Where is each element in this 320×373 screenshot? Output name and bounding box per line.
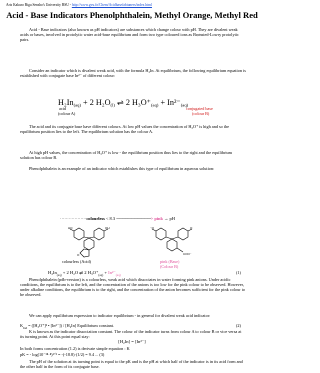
paragraph-ph-turning-point: The pH of the solution at its turning point is equal to the pK and is the pH at which half of the indicator is in its acid form and the other half in the form of its conjugate base.	[20, 359, 243, 370]
page-header	[6, 3, 152, 7]
ka-subscript: Ind	[23, 325, 28, 330]
eq1-base-state: (aq)	[180, 102, 189, 108]
derivation-line: In both forms concentration (1.2) is derivate simple equation : K	[20, 346, 130, 351]
acid-oh-right-label: OH	[105, 226, 110, 230]
equilibrium-equation	[58, 97, 248, 117]
eq1-label-colour-b: (colour B)	[192, 110, 210, 116]
phenolphthalein-equation	[48, 270, 121, 277]
header-link[interactable]: http://www.gvu.fo/Chem/Acidbasefabtuners/index.html	[71, 3, 152, 7]
eq1-hydronium-state: (aq)	[151, 102, 159, 108]
paragraph-turning-point: K is known as the indicator dissociation constant. The colour of the indicator turns from colour A to colour B or vice versa at its turning point. At this point equal stay:	[20, 329, 242, 340]
eq1-base: In²⁻	[167, 98, 181, 107]
eq2-acid-state: (aq)	[56, 272, 62, 277]
phenolphthalein-base-structure	[150, 225, 196, 259]
base-carboxylate-label: COO⁻	[183, 252, 192, 256]
acid-ring-left	[74, 228, 84, 240]
eq1-plus: +	[158, 98, 168, 107]
paragraph-equilibrium-expression: We can apply equilibrium expression to indicator equilibrium - in general for divalent weak acid indicator:	[29, 313, 211, 318]
base-colour-label: (Colour B)	[160, 264, 179, 269]
eq1-acid-state: (aq)	[73, 102, 81, 108]
paragraph-h2in: Consider an indicator which is divalent weak acid, with the formula H₂In. At equilibrium, the following equilibrium equation is established with conjugate base In²⁻ of different colour:	[20, 68, 246, 79]
eq2-plus: +	[103, 270, 109, 275]
eq1-water: + 2 H₂O	[81, 98, 111, 107]
paragraph-intro: Acid - Base indicators (also known as pH indicators) are substances which change colour with pH. They are divalent weak acids or bases, involved in protolytic water acid-base equilibrium and form two type coloured ions as Brønsted-Lowry protolytic pairs.	[20, 27, 239, 43]
equation-number-2: (2)	[236, 323, 241, 328]
eq1-label-conjugated-base: conjugated base	[186, 106, 213, 111]
eq1-arrow: ⇌	[114, 98, 126, 107]
base-ring-center	[167, 239, 177, 251]
turning-point-formula: [H₂In] = [In²⁻]	[118, 339, 146, 344]
base-ring-right	[178, 228, 188, 240]
eq2-base: In²⁻	[108, 270, 116, 275]
eq2-hydronium-state: (aq)	[98, 272, 104, 277]
turning-point-equality	[112, 339, 152, 345]
pk-calculation: pK = - log(10⁻¹⁸·⁸)¹ᐟ² = -(-18.8)·(1/2) = 9.4 ... (3)	[20, 352, 105, 357]
phenolphthalein-acid-structure	[68, 225, 110, 259]
ka-formula: = ([H₃O⁺]² • [In²⁻]) / [H₂In] Equilibrium constant.	[27, 323, 115, 328]
paragraph-phenolphthalein: Phenolphthalein is an example of an indicator which establishes this type of equilibrium in aqueous solution:	[29, 166, 215, 171]
scale-dashes: ------------------------------------	[116, 216, 151, 221]
paragraph-high-ph: At high pH values, the concentration of H₃O⁺ is low - the equilibrium position thus lies to the right and the equilibrium solution has colour B.	[20, 150, 232, 161]
eq2-base-state: (aq)	[115, 272, 121, 277]
base-oxide-left-label: ⁻O	[150, 226, 154, 230]
scale-ph-arrow: → pH	[162, 216, 175, 221]
base-oxide-right-label: O	[190, 226, 193, 230]
eq1-water-state: (l)	[110, 102, 115, 108]
acid-form-label: colourless (Acid)	[62, 259, 91, 264]
eq1-label-colour-a: (colour A)	[58, 110, 76, 116]
eq1-hydronium: 2 H₃O⁺	[125, 98, 152, 107]
eq1-acid: H₂In	[58, 98, 74, 107]
ph-colour-scale	[60, 216, 175, 221]
paragraph-low-ph: The acid and its conjugate base have different colours. At low pH values the concentration of H₃O⁺ is high and so the equilibrium position lies to the left. The equilibrium solution has the colour A.	[20, 124, 230, 135]
scale-pink: > pink	[150, 216, 163, 221]
base-ring-left	[156, 228, 166, 240]
scale-colourless: colourless	[86, 216, 105, 221]
header-text: Arts Kakuro Biga Sensho's University BSU -	[6, 3, 72, 7]
acid-oh-left-label: HO	[68, 226, 73, 230]
base-form-label: pink (Base)	[160, 259, 180, 264]
paragraph-phenolphthalein-behaviour: Phenolphthalein (pdb-version) is a colourless, weak acid which dissociates in water forming pink anions. Under acidic conditions, the equilibrium is to the left, and the concentration of the anions is too low for the pink colour to be observed. However, under alkaline conditions, the equilibrium is to the right, and the concentration of the anion becomes sufficient for the pink colour to be observed.	[20, 277, 245, 298]
acid-lactone-ring	[80, 249, 89, 257]
scale-threshold: < 8.3	[104, 216, 117, 221]
equation-number-1: (1)	[236, 270, 241, 275]
ka-symbol: K	[20, 323, 24, 328]
eq2-middle: + 2 H₂O ⇌ 2 H₃O⁺	[61, 270, 99, 275]
acid-oxygen-label: O	[77, 253, 80, 257]
scale-dots: ··················	[60, 216, 87, 221]
eq1-label-acid: acid	[59, 106, 66, 111]
acid-ring-right	[94, 228, 104, 240]
page-title: Acid - Base Indicators Phenolphthalein, Methyl Orange, Methyl Red	[6, 10, 258, 20]
acid-ring-center	[84, 238, 94, 250]
eq2-acid: H₂In	[48, 270, 57, 275]
